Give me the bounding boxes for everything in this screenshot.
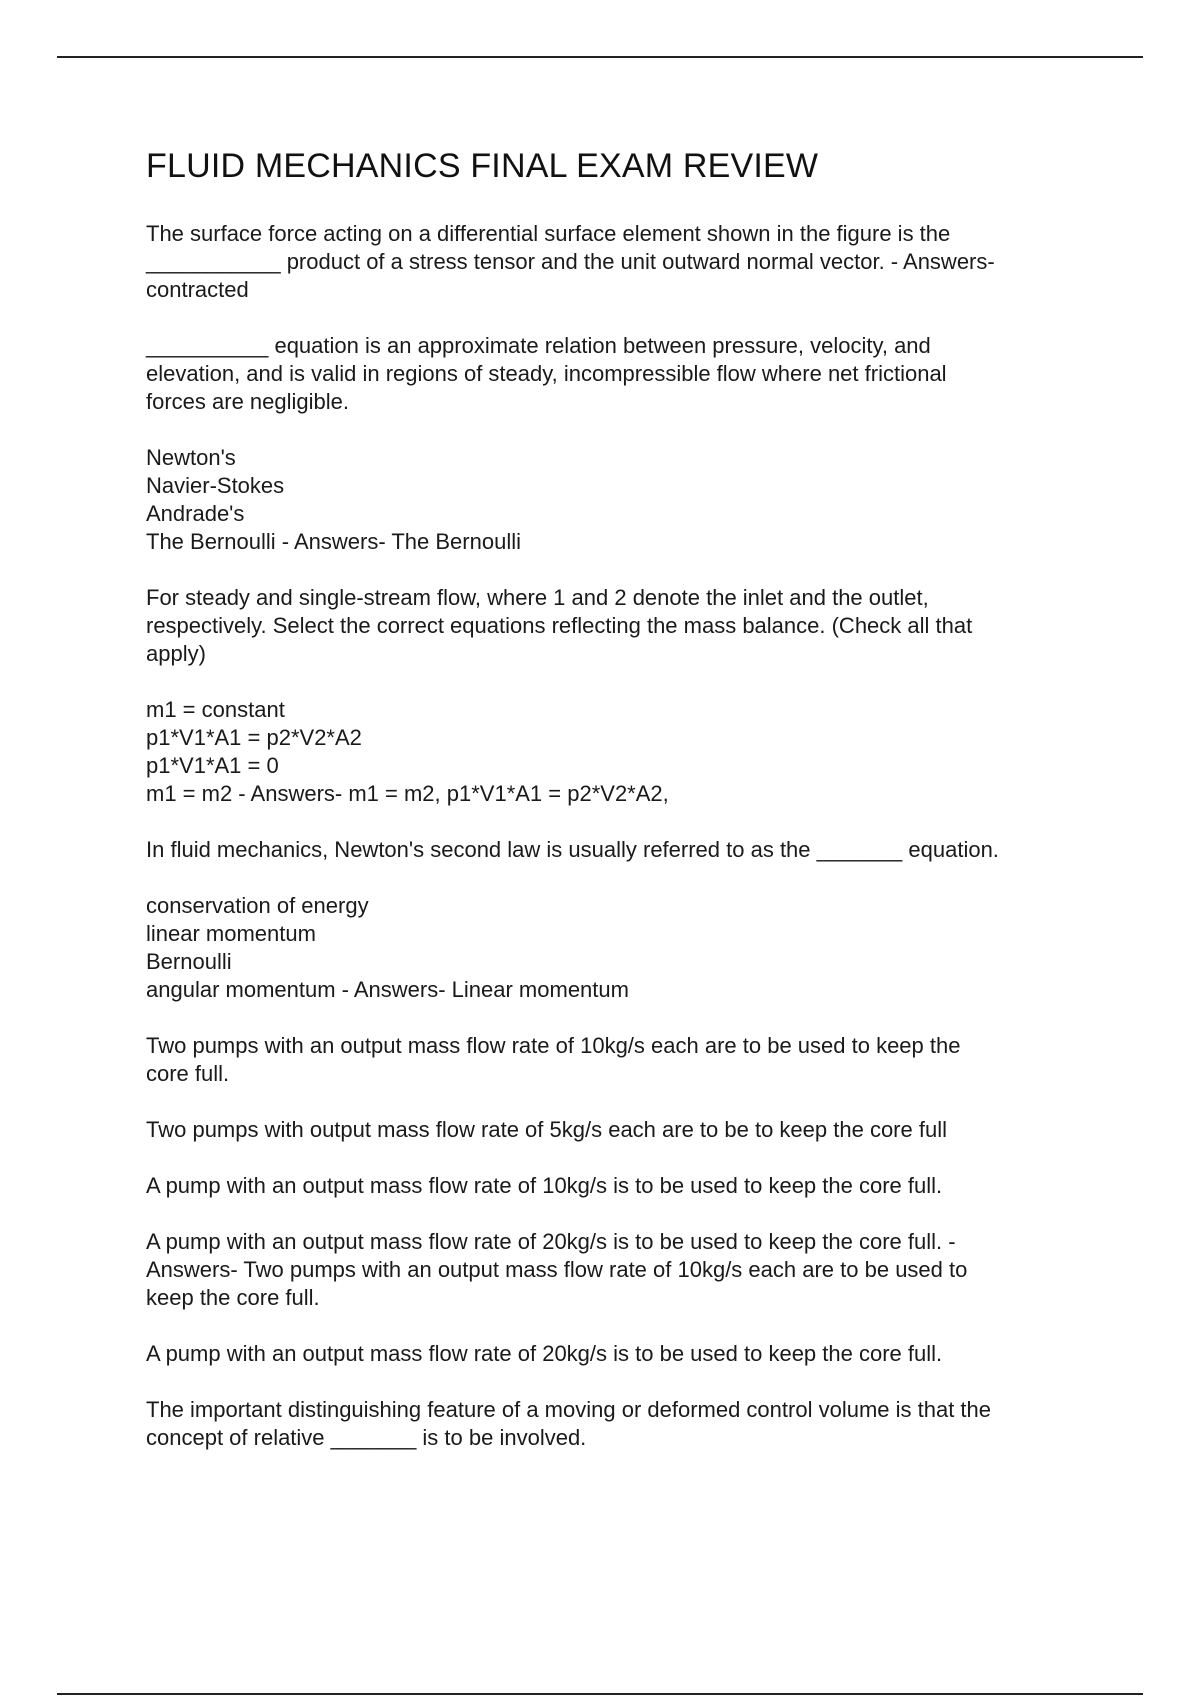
question-mass-balance-options: m1 = constant p1*V1*A1 = p2*V2*A2 p1*V1*A1 = 0 m1 = m2 - Answers- m1 = m2, p1*V1*A1 = p2*V2*A2, [146, 697, 669, 806]
question-control-volume: The important distinguishing feature of a moving or deformed control volume is that the concept of relative _______ is to be involved. [146, 1397, 992, 1450]
question-bernoulli-options: Newton's Navier-Stokes Andrade's The Bernoulli - Answers- The Bernoulli [146, 445, 521, 554]
question-bernoulli-prompt: __________ equation is an approximate relation between pressure, velocity, and elevation, and is valid in regions of steady, incompressible flow where net frictional forces are negligible. [146, 333, 947, 414]
question-pump-option-2: Two pumps with output mass flow rate of 5kg/s each are to be to keep the core full [146, 1117, 947, 1142]
question-pump-option-4-answer: A pump with an output mass flow rate of 20kg/s is to be used to keep the core full. - Answers- Two pumps with an output mass flow rate of 10kg/s each are to be used to keep the core full. [146, 1229, 968, 1310]
document-body [146, 140, 1086, 1480]
header-rule [57, 56, 1143, 58]
question-surface-force: The surface force acting on a differential surface element shown in the figure is the ___________ product of a stress tensor and the unit outward normal vector. - Answers- contracted [146, 221, 995, 302]
page-title: FLUID MECHANICS FINAL EXAM REVIEW [146, 147, 819, 185]
question-mass-balance-prompt: For steady and single-stream flow, where 1 and 2 denote the inlet and the outlet, respectively. Select the correct equations reflecting the mass balance. (Check all that apply) [146, 585, 973, 666]
question-pump-option-3: A pump with an output mass flow rate of 10kg/s is to be used to keep the core full. [146, 1173, 943, 1198]
question-pump-option-1: Two pumps with an output mass flow rate of 10kg/s each are to be used to keep the core full. [146, 1033, 961, 1086]
footer-rule [57, 1693, 1143, 1695]
question-newton-options: conservation of energy linear momentum Bernoulli angular momentum - Answers- Linear momentum [146, 893, 629, 1002]
question-pump-option-5: A pump with an output mass flow rate of 20kg/s is to be used to keep the core full. [146, 1341, 943, 1366]
question-newton-prompt: In fluid mechanics, Newton's second law is usually referred to as the _______ equation. [146, 837, 999, 862]
